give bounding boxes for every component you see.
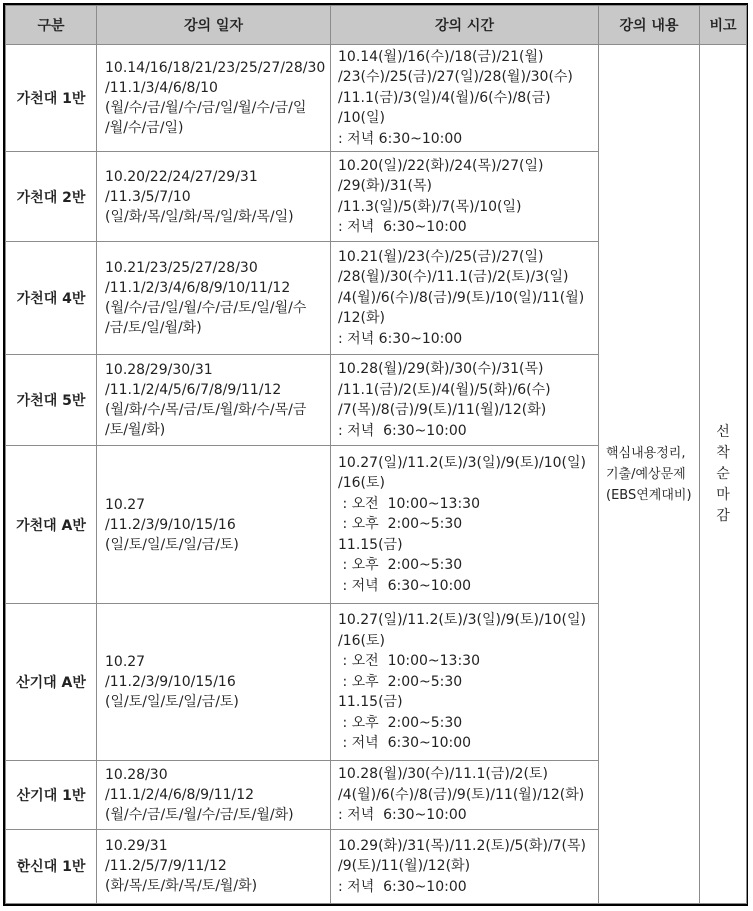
header-category: 구분 [6,6,97,45]
text-line: 11.15(금) [338,536,403,553]
note-char: 착 [716,444,730,461]
text-line: 10.20/22/24/27/29/31 [105,168,258,185]
note-cell [700,45,747,904]
lecture-dates-cell [97,446,331,604]
text-line: /토/월/화) [105,422,166,439]
lecture-times-cell [331,355,599,446]
note-char: 순 [716,465,730,482]
text-line: /12(화) [338,310,385,327]
lecture-times-cell [331,241,599,354]
text-line: : 오후 2:00~5:30 [338,516,463,533]
text-line: (월/화/수/목/금/토/월/화/수/목/금 [105,402,307,419]
text-line: : 오후 2:00~5:30 [338,673,463,690]
text-line: /4(월)/6(수)/8(금)/9(토)/10(일)/11(월) [338,289,585,306]
text-line: : 저녁 6:30~10:00 [338,577,472,594]
text-line: : 저녁 6:30~10:00 [338,219,467,236]
text-line: /11.1(금)/2(토)/4(월)/5(화)/6(수) [338,381,551,398]
text-line: : 저녁 6:30~10:00 [338,735,472,752]
class-name-cell: 가천대 A반 [6,446,97,604]
lecture-dates-cell [97,241,331,354]
text-line: 11.15(금) [338,694,403,711]
text-line: : 저녁 6:30~10:00 [338,330,463,347]
text-line: : 저녁 6:30~10:00 [338,807,467,824]
text-line: 핵심내용정리, [606,445,686,461]
lecture-times-cell [331,446,599,604]
text-line: /10(일) [338,110,385,127]
text-line: /11.3(일)/5(화)/7(목)/10(일) [338,198,522,215]
schedule-table-frame [3,3,748,906]
text-line: 10.21(월)/23(수)/25(금)/27(일) [338,248,544,265]
text-line: 10.28/29/30/31 [105,362,213,379]
text-line: 10.28(월)/29(화)/30(수)/31(목) [338,361,544,378]
lecture-content-cell [599,45,700,904]
text-line: /11.2/3/9/10/15/16 [105,516,236,533]
text-line: (월/수/금/월/수/금/일/월/수/금/일 [105,100,307,117]
text-line: : 오후 2:00~5:30 [338,714,463,731]
table-row [6,45,747,152]
text-line: 10.29/31 [105,838,168,855]
text-line: : 오전 10:00~13:30 [338,653,480,670]
text-line: /금/토/일/월/화) [105,319,202,336]
text-line: /16(토) [338,475,385,492]
note-char: 감 [716,507,730,524]
note-char: 선 [716,423,730,440]
text-line: 10.27 [105,496,146,513]
text-line: /16(토) [338,632,385,649]
lecture-dates-cell [97,152,331,241]
text-line: /11.1/2/3/4/6/8/9/10/11/12 [105,279,291,296]
header-row [6,6,747,45]
text-line: /29(화)/31(목) [338,178,432,195]
text-line: 기출/예상문제 [606,466,686,482]
text-line: /11.1/2/4/6/8/9/11/12 [105,787,255,804]
text-line: (월/수/금/일/월/수/금/토/일/월/수 [105,299,307,316]
text-line: /11.1(금)/3(일)/4(월)/6(수)/8(금) [338,89,551,106]
class-name-cell: 가천대 2반 [6,152,97,241]
text-line: 10.14(월)/16(수)/18(금)/21(월) [338,48,544,65]
header-content: 강의 내용 [599,6,700,45]
lecture-dates-cell [97,603,331,761]
text-line: 10.29(화)/31(목)/11.2(토)/5(화)/7(목) [338,837,586,854]
text-line: (일/토/일/토/일/금/토) [105,694,239,711]
header-times: 강의 시간 [331,6,599,45]
text-line: (화/목/토/화/목/토/월/화) [105,878,258,895]
text-line: : 오후 2:00~5:30 [338,557,463,574]
text-line: /4(월)/6(수)/8(금)/9(토)/11(월)/12(화) [338,786,585,803]
lecture-schedule-table [5,5,747,904]
text-line: : 오전 10:00~13:30 [338,495,480,512]
lecture-dates-cell [97,829,331,903]
class-name-cell: 산기대 A반 [6,603,97,761]
text-line: : 저녁 6:30~10:00 [338,130,463,147]
text-line: /월/수/금/일) [105,120,184,137]
text-line: /28(월)/30(수)/11.1(금)/2(토)/3(일) [338,269,569,286]
lecture-times-cell [331,152,599,241]
class-name-cell: 산기대 1반 [6,761,97,829]
note-char: 마 [716,486,730,503]
lecture-times-cell [331,45,599,152]
text-line: /23(수)/25(금)/27(일)/28(월)/30(수) [338,69,573,86]
text-line: /11.2/5/7/9/11/12 [105,858,227,875]
class-name-cell: 한신대 1반 [6,829,97,903]
text-line: 10.28/30 [105,767,168,784]
class-name-cell: 가천대 1반 [6,45,97,152]
text-line: 10.20(일)/22(화)/24(목)/27(일) [338,157,544,174]
text-line: (월/수/금/토/월/수/금/토/월/화) [105,807,294,824]
text-line: : 저녁 6:30~10:00 [338,422,467,439]
text-line: : 저녁 6:30~10:00 [338,878,467,895]
class-name-cell: 가천대 5반 [6,355,97,446]
lecture-times-cell [331,603,599,761]
text-line: /11.2/3/9/10/15/16 [105,674,236,691]
text-line: 10.28(월)/30(수)/11.1(금)/2(토) [338,766,548,783]
header-note: 비고 [700,6,747,45]
text-line: (일/화/목/일/화/목/일/화/목/일) [105,208,294,225]
lecture-dates-cell [97,761,331,829]
text-line: 10.27(일)/11.2(토)/3(일)/9(토)/10(일) [338,454,586,471]
text-line: 10.27 [105,654,146,671]
class-name-cell: 가천대 4반 [6,241,97,354]
text-line: /11.3/5/7/10 [105,188,191,205]
text-line: /9(토)/11(월)/12(화) [338,858,471,875]
lecture-times-cell [331,761,599,829]
text-line: /11.1/3/4/6/8/10 [105,80,218,97]
text-line: (EBS연계대비) [606,487,692,503]
lecture-dates-cell [97,45,331,152]
text-line: 10.27(일)/11.2(토)/3(일)/9(토)/10(일) [338,612,586,629]
text-line: /11.1/2/4/5/6/7/8/9/11/12 [105,382,282,399]
lecture-dates-cell [97,355,331,446]
header-dates: 강의 일자 [97,6,331,45]
text-line: (일/토/일/토/일/금/토) [105,536,239,553]
text-line: 10.21/23/25/27/28/30 [105,259,258,276]
text-line: /7(목)/8(금)/9(토)/11(월)/12(화) [338,402,547,419]
text-line: 10.14/16/18/21/23/25/27/28/30 [105,60,326,77]
lecture-times-cell [331,829,599,903]
